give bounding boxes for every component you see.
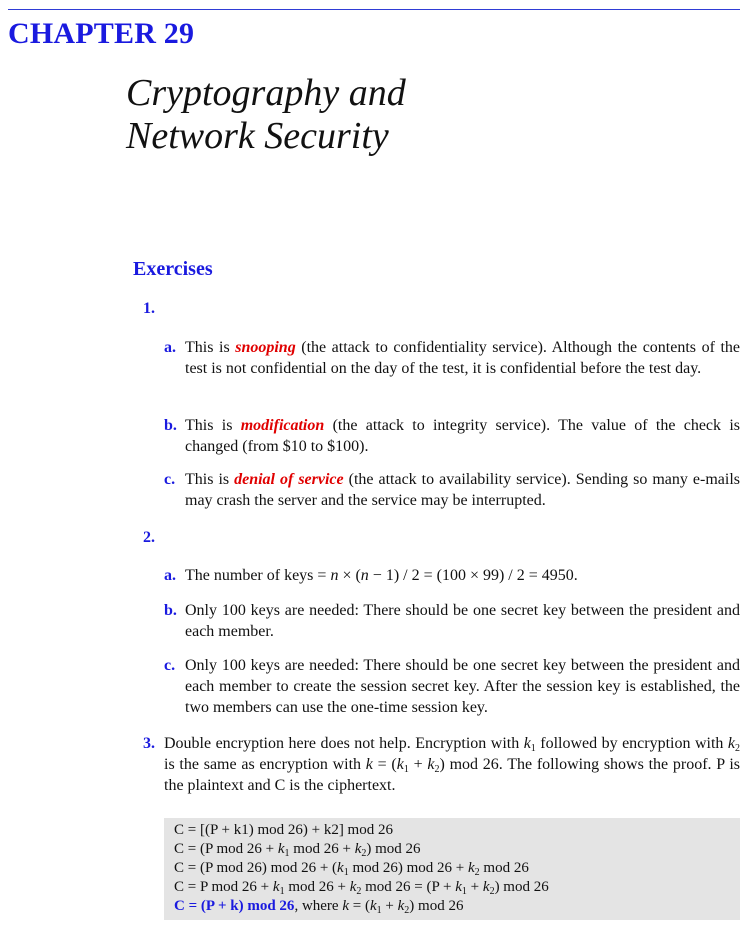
proof-line-2: C = (P mod $26 + k_1$ mod $26 + k_2$) mod 26 bbox=[174, 841, 421, 859]
exercise-3 bbox=[143, 733, 740, 796]
proof-line-1: C = [(P + k1) mod 26) + k2] mod 26 bbox=[174, 822, 393, 838]
item-letter: b. bbox=[164, 417, 177, 434]
item-text: Only 100 keys are needed: There should be one secret key between the president and each member. bbox=[185, 602, 740, 640]
exercise-2a bbox=[164, 565, 740, 586]
exercise-3-number: 3. bbox=[143, 735, 155, 752]
exercise-1c bbox=[164, 469, 740, 511]
item-text: This is snooping (the attack to confidentiality service). Although the contents of the test is not confidential on the day of the test, it is confidential before the test day. bbox=[185, 339, 740, 377]
exercise-1a bbox=[164, 337, 740, 379]
item-text: This is denial of service (the attack to availability service). Sending so many e-mails may crash the server and the service may be interrupted. bbox=[185, 471, 740, 509]
item-text: Only 100 keys are needed: There should be one secret key between the president and each member to create the session secret key. After the session key is established, the two members can use the one-time session key. bbox=[185, 657, 740, 716]
term-snooping: snooping bbox=[235, 339, 296, 356]
proof-line-3: C = (P mod 26) mod $26 + (k_1$ mod 26) mod $26 + k_2$ mod 26 bbox=[174, 860, 529, 878]
top-rule bbox=[8, 9, 740, 10]
item-letter: a. bbox=[164, 567, 176, 584]
term-modification: modification bbox=[240, 417, 325, 434]
item-text: The number of keys = n × (n − 1) / 2 = (100 × 99) / 2 = 4950. bbox=[185, 567, 578, 584]
exercise-2-number: 2. bbox=[143, 529, 155, 546]
section-title: Exercises bbox=[133, 258, 213, 280]
proof-line-5: C = (P + k) mod 26, where $k = (k_1 + k_2)$ mod 26 bbox=[174, 898, 464, 916]
item-letter: b. bbox=[164, 602, 177, 619]
item-letter: c. bbox=[164, 471, 176, 488]
item-letter: a. bbox=[164, 339, 176, 356]
term-denial-of-service: denial of service bbox=[234, 471, 344, 488]
exercise-2c bbox=[164, 655, 740, 718]
chapter-title-line2: Network Security bbox=[126, 115, 389, 157]
item-text: This is modification (the attack to integrity service). The value of the check is changed (from $10 to $100). bbox=[185, 417, 740, 455]
proof-line-4: C = P mod $26 + k_1$ mod $26 + k_2$ mod $26 = (P + k_1 + k_2)$ mod 26 bbox=[174, 879, 549, 897]
exercise-2b bbox=[164, 600, 740, 642]
chapter-label: CHAPTER 29 bbox=[8, 17, 195, 50]
exercise-1-number: 1. bbox=[143, 300, 155, 317]
chapter-title bbox=[126, 72, 406, 158]
exercise-1b bbox=[164, 415, 740, 457]
proof-box bbox=[164, 818, 740, 920]
item-letter: c. bbox=[164, 657, 176, 674]
chapter-title-line1: Cryptography and bbox=[126, 72, 406, 114]
exercise-3-text: Double encryption here does not help. Encryption with $k_1$ followed by encryption with $k_2$ is the same as encryption with $k = (k_1 + k_2)$ mod 26. The following shows the proof. P is the plaintext and C is the ciphertext. bbox=[164, 735, 741, 794]
proof-result: C = (P + k) mod 26 bbox=[174, 898, 295, 914]
